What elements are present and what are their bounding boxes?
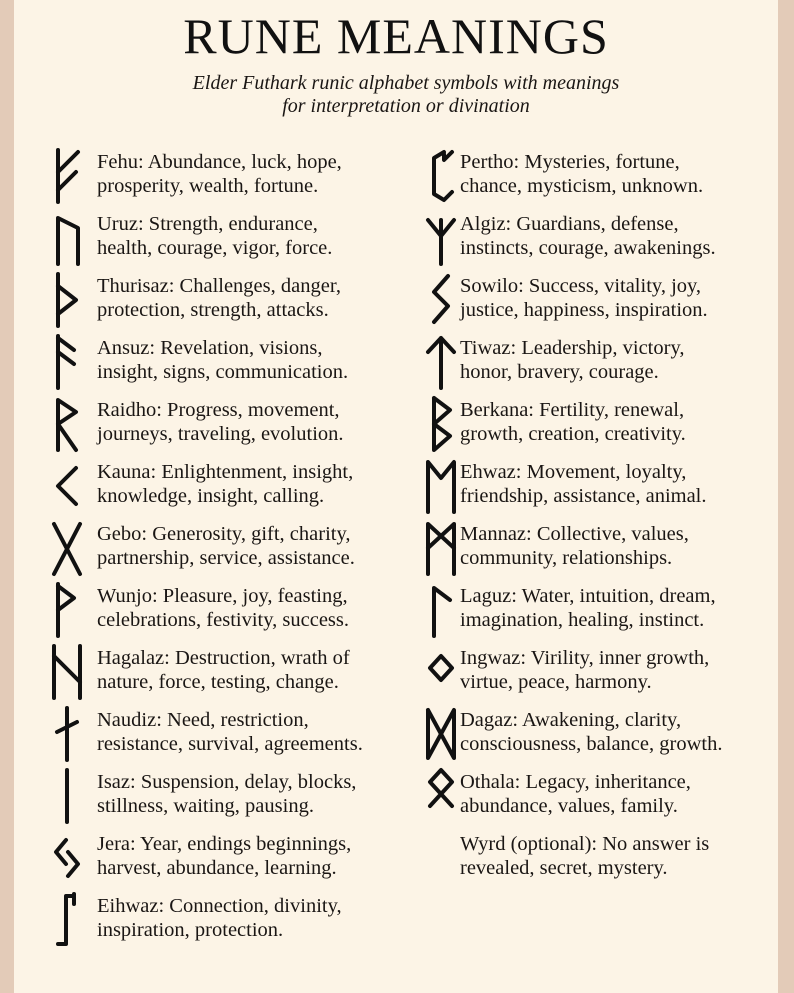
rune-entry-hagalaz [14,642,414,704]
gebo-rune-icon [48,518,86,578]
rune-title-line: Jera: Year, endings beginnings, [97,833,352,855]
rune-meaning-line: community, relationships. [460,547,673,569]
rune-meaning-line: inspiration, protection. [97,919,284,941]
mannaz-rune-icon [422,518,460,578]
rune-title-line: Pertho: Mysteries, fortune, [460,151,680,173]
rune-entry-tiwaz [404,332,784,394]
rune-entry-fehu [14,146,414,208]
rune-entry-algiz [404,208,784,270]
rune-title-line: Mannaz: Collective, values, [460,523,689,545]
rune-meaning-line: journeys, traveling, evolution. [97,423,344,445]
algiz-rune-icon [422,208,460,268]
rune-title-line: Tiwaz: Leadership, victory, [460,337,685,359]
rune-title-line: Fehu: Abundance, luck, hope, [97,151,342,173]
rune-title-line: Berkana: Fertility, renewal, [460,399,685,421]
rune-title-line: Othala: Legacy, inheritance, [460,771,691,793]
rune-title-line: Raidho: Progress, movement, [97,399,340,421]
rune-title-line: Sowilo: Success, vitality, joy, [460,275,702,297]
dagaz-rune-icon [422,704,460,764]
isaz-rune-icon [48,766,86,826]
rune-title-line: Kauna: Enlightenment, insight, [97,461,354,483]
rune-title-line: Hagalaz: Destruction, wrath of [97,647,350,669]
subtitle-line-2: for interpretation or divination [282,95,530,117]
rune-meaning-line: instincts, courage, awakenings. [460,237,716,259]
rune-title-line: Naudiz: Need, restriction, [97,709,309,731]
rune-entry-kauna [14,456,414,518]
rune-entry-uruz [14,208,414,270]
rune-meaning-line: revealed, secret, mystery. [460,857,668,879]
rune-title-line: Uruz: Strength, endurance, [97,213,318,235]
rune-meaning-line: health, courage, vigor, force. [97,237,333,259]
rune-entry-dagaz [404,704,784,766]
rune-entry-gebo [14,518,414,580]
rune-entry-raidho [14,394,414,456]
rune-title-line: Algiz: Guardians, defense, [460,213,679,235]
page-title: RUNE MEANINGS [183,8,609,64]
rune-meaning-line: prosperity, wealth, fortune. [97,175,319,197]
rune-entry-pertho [404,146,784,208]
naudiz-rune-icon [48,704,86,764]
rune-meaning-line: friendship, assistance, animal. [460,485,707,507]
uruz-rune-icon [48,208,86,268]
rune-entry-sowilo [404,270,784,332]
eihwaz-rune-icon [48,890,86,950]
rune-entry-eihwaz [14,890,414,952]
rune-entry-laguz [404,580,784,642]
rune-meaning-line: harvest, abundance, learning. [97,857,337,879]
rune-meaning-line: imagination, healing, instinct. [460,609,705,631]
pertho-rune-icon [422,146,460,206]
rune-entry-ingwaz [404,642,784,704]
rune-entry-mannaz [404,518,784,580]
subtitle-line-1: Elder Futhark runic alphabet symbols with meanings [192,72,620,94]
rune-entry-othala [404,766,784,828]
othala-rune-icon [422,766,460,826]
rune-title-line: Wyrd (optional): No answer is [460,833,710,855]
thurisaz-rune-icon [48,270,86,330]
poster [14,0,778,993]
page-subtitle [74,72,738,118]
rune-entry-naudiz [14,704,414,766]
rune-entry-isaz [14,766,414,828]
rune-meaning-line: honor, bravery, courage. [460,361,659,383]
rune-meaning-line: virtue, peace, harmony. [460,671,652,693]
rune-entry-thurisaz [14,270,414,332]
rune-meaning-line: celebrations, festivity, success. [97,609,349,631]
ingwaz-rune-icon [422,642,460,702]
rune-title-line: Dagaz: Awakening, clarity, [460,709,682,731]
rune-meaning-line: growth, creation, creativity. [460,423,686,445]
rune-entry-ehwaz [404,456,784,518]
rune-entry-wyrd [404,828,784,890]
rune-meaning-line: abundance, values, family. [460,795,678,817]
rune-title-line: Thurisaz: Challenges, danger, [97,275,341,297]
rune-entry-ansuz [14,332,414,394]
sowilo-rune-icon [422,270,460,330]
fehu-rune-icon [48,146,86,206]
rune-meaning-line: knowledge, insight, calling. [97,485,325,507]
rune-meaning-line: nature, force, testing, change. [97,671,339,693]
kauna-rune-icon [48,456,86,516]
berkana-rune-icon [422,394,460,454]
rune-meaning-line: chance, mysticism, unknown. [460,175,704,197]
rune-title-line: Ehwaz: Movement, loyalty, [460,461,687,483]
rune-title-line: Ingwaz: Virility, inner growth, [460,647,710,669]
rune-entry-wunjo [14,580,414,642]
rune-meaning-line: protection, strength, attacks. [97,299,329,321]
rune-title-line: Ansuz: Revelation, visions, [97,337,323,359]
rune-meaning-line: insight, signs, communication. [97,361,349,383]
rune-title-line: Gebo: Generosity, gift, charity, [97,523,351,545]
ehwaz-rune-icon [422,456,460,516]
rune-meaning-line: resistance, survival, agreements. [97,733,363,755]
rune-entry-berkana [404,394,784,456]
jera-rune-icon [48,828,86,888]
rune-meaning-line: justice, happiness, inspiration. [460,299,708,321]
ansuz-rune-icon [48,332,86,392]
rune-title-line: Eihwaz: Connection, divinity, [97,895,342,917]
rune-title-line: Wunjo: Pleasure, joy, feasting, [97,585,348,607]
rune-entry-jera [14,828,414,890]
laguz-rune-icon [422,580,460,640]
rune-title-line: Isaz: Suspension, delay, blocks, [97,771,357,793]
rune-meaning-line: partnership, service, assistance. [97,547,355,569]
rune-meaning-line: consciousness, balance, growth. [460,733,723,755]
tiwaz-rune-icon [422,332,460,392]
rune-title-line: Laguz: Water, intuition, dream, [460,585,716,607]
rune-meaning-line: stillness, waiting, pausing. [97,795,314,817]
raidho-rune-icon [48,394,86,454]
wunjo-rune-icon [48,580,86,640]
hagalaz-rune-icon [48,642,86,702]
